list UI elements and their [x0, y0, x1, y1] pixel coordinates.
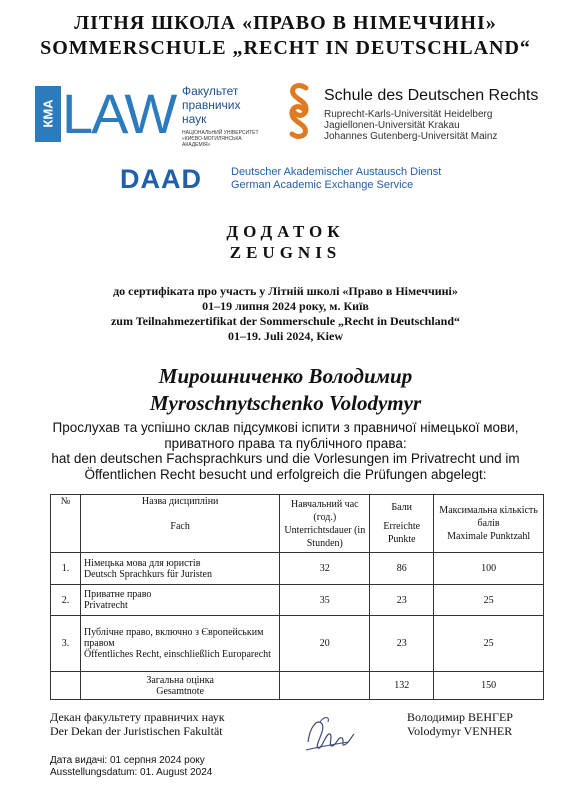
header-number: № — [51, 495, 81, 553]
heading-ua: ДОДАТОК — [226, 222, 345, 241]
daad-description: Deutscher Akademischer Austausch Dienst German Academic Exchange Service — [231, 166, 442, 191]
student-name-de: Myroschnytschenko Volodymyr — [149, 391, 422, 415]
faculty-name: Факультет правничих наук — [182, 84, 241, 126]
row-points: 23 — [370, 585, 434, 616]
schule-universities: Ruprecht-Karls-Universität Heidelberg Jagiellonen-Universität Krakau Johannes Gutenberg-Universität Mainz — [324, 109, 498, 142]
faculty-university: НАЦІОНАЛЬНИЙ УНІВЕРСИТЕТ «КИЄВО-МОГИЛЯНСЬКА АКАДЕМІЯ» — [182, 130, 259, 148]
table-total-row — [51, 672, 544, 700]
header-max: Максимальна кількість балів Maximale Punktzahl — [434, 495, 544, 553]
student-name-ua: Мирошниченко Володимир — [158, 364, 413, 388]
row-subject: Публічне право, включно з Європейським правом Öffentliches Recht, einschließlich Europarecht — [80, 616, 279, 672]
row-max: 25 — [434, 585, 544, 616]
law-logo: LAW — [62, 82, 176, 145]
row-subject: Приватне право Privatrecht — [80, 585, 279, 616]
table-row — [51, 616, 544, 672]
header-subject: Назва дисципліни Fach — [80, 495, 279, 553]
row-hours: 32 — [280, 553, 370, 585]
title-de: SOMMERSCHULE „RECHT IN DEUTSCHLAND“ — [40, 37, 531, 59]
certificate-info: до сертифіката про участь у Літній школі «Право в Німеччині» 01–19 липня 2024 року, м. Київ zum Teilnahmezertifikat der Sommerschule „Recht in Deutschland“ 01–19. Juli 2024, Kiew — [110, 284, 461, 343]
row-number: 3. — [51, 616, 81, 672]
row-points: 86 — [370, 553, 434, 585]
daad-logo: DAAD — [120, 164, 202, 194]
header-hours: Навчальний час (год.) Unterrichtsdauer (in Stunden) — [280, 495, 370, 553]
table-row — [51, 585, 544, 616]
dean-name: Володимир ВЕНГЕР Volodymyr VENHER — [407, 710, 513, 738]
row-max: 25 — [434, 616, 544, 672]
heading-de: ZEUGNIS — [229, 243, 342, 262]
paragraph-logo-icon — [286, 82, 312, 140]
signature-icon — [300, 712, 356, 758]
title-ua: ЛІТНЯ ШКОЛА «ПРАВО В НІМЕЧЧИНІ» — [74, 12, 497, 34]
grades-table — [50, 494, 544, 700]
kma-logo: КМА — [35, 86, 61, 142]
row-hours: 20 — [280, 616, 370, 672]
table-header-row — [51, 495, 544, 553]
row-number: 2. — [51, 585, 81, 616]
row-points: 23 — [370, 616, 434, 672]
total-label: Загальна оцінка Gesamtnote — [80, 672, 279, 700]
total-max: 150 — [434, 672, 544, 700]
total-points: 132 — [370, 672, 434, 700]
row-number: 1. — [51, 553, 81, 585]
issue-date: Дата видачі: 01 серпня 2024 року Ausstellungsdatum: 01. August 2024 — [50, 755, 213, 778]
row-max: 100 — [434, 553, 544, 585]
dean-title: Декан факультету правничих наук Der Dekan der Juristischen Fakultät — [50, 710, 225, 738]
schule-title: Schule des Deutschen Rechts — [324, 87, 539, 104]
statement-text: Прослухав та успішно склав підсумкові іспити з правничої німецької мови, приватного права та публічного права: hat den deutschen Fachsprachkurs und die Vorlesungen im Privatrecht und im Öffentlichen Recht besucht und erfolgreich die Prüfungen abgelegt: — [51, 420, 520, 482]
table-row — [51, 553, 544, 585]
row-hours: 35 — [280, 585, 370, 616]
header-points: Бали Erreichte Punkte — [370, 495, 434, 553]
row-subject: Німецька мова для юристів Deutsch Sprachkurs für Juristen — [80, 553, 279, 585]
